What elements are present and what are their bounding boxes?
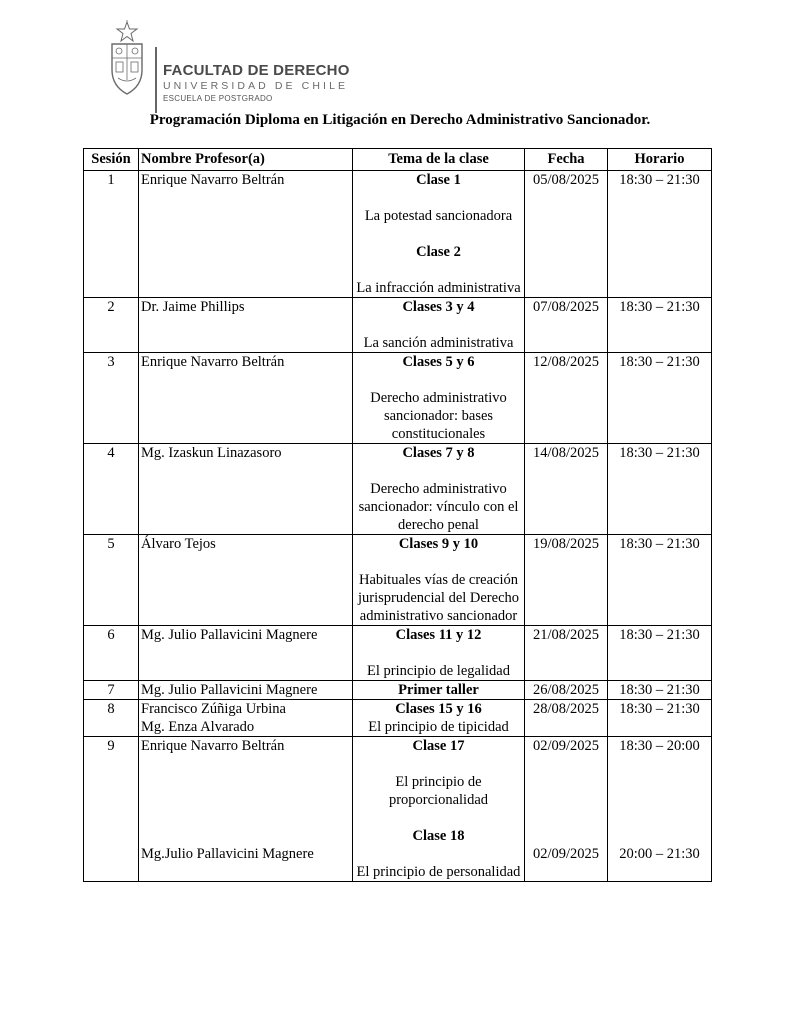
cell-sesion: 3 (84, 353, 139, 444)
logo-faculty-name: FACULTAD DE DERECHO (163, 62, 350, 79)
cell-sesion: 6 (84, 626, 139, 681)
cell-fecha: 26/08/2025 (525, 681, 608, 700)
cell-tema (353, 353, 525, 444)
horario-value: 18:30 – 20:00 (619, 738, 700, 754)
logo-school-name: ESCUELA DE POSTGRADO (163, 94, 273, 103)
clase-label: Clases 5 y 6 (402, 354, 475, 370)
schedule-table (83, 148, 712, 882)
fecha-value: 02/09/2025 (532, 738, 600, 754)
table-header-row (84, 149, 712, 171)
horario-value: 20:00 – 21:30 (619, 846, 700, 862)
clase-topic: La potestad sancionadora (364, 208, 513, 224)
cell-tema (353, 737, 525, 882)
university-seal-icon (108, 20, 146, 96)
logo-divider (155, 47, 157, 113)
header-horario: Horario (608, 149, 712, 171)
clase-label: Clases 7 y 8 (402, 445, 475, 461)
table-row (84, 298, 712, 353)
clase-topic: La infracción administrativa (356, 280, 521, 296)
cell-profesor: Enrique Navarro Beltrán (139, 171, 353, 298)
clase-topic: La sanción administrativa (363, 335, 514, 351)
faculty-logo (108, 20, 350, 103)
cell-profesor: Álvaro Tejos (139, 535, 353, 626)
clase-topic: El principio de tipicidad (368, 719, 509, 735)
cell-fecha: 21/08/2025 (525, 626, 608, 681)
clase-label: Clase 18 (412, 828, 465, 844)
cell-fecha: 12/08/2025 (525, 353, 608, 444)
cell-profesor: Dr. Jaime Phillips (139, 298, 353, 353)
cell-profesor (139, 700, 353, 737)
clase-topic: Habituales vías de creación jurisprudencial del Derecho administrativo sancionador (357, 572, 520, 624)
clase-label: Clases 3 y 4 (402, 299, 475, 315)
cell-sesion: 9 (84, 737, 139, 882)
cell-horario: 18:30 – 21:30 (608, 171, 712, 298)
clase-label: Clases 11 y 12 (395, 627, 482, 643)
cell-profesor: Mg. Izaskun Linazasoro (139, 444, 353, 535)
profesor-name: Mg. Enza Alvarado (141, 719, 255, 735)
cell-profesor (139, 737, 353, 882)
table-row (84, 626, 712, 681)
cell-tema (353, 681, 525, 700)
clase-topic: El principio de personalidad (356, 864, 521, 880)
profesor-name: Enrique Navarro Beltrán (141, 738, 285, 754)
clase-label: Clase 17 (412, 738, 465, 754)
cell-profesor: Enrique Navarro Beltrán (139, 353, 353, 444)
table-row (84, 681, 712, 700)
cell-sesion: 7 (84, 681, 139, 700)
table-row (84, 737, 712, 882)
profesor-name: Francisco Zúñiga Urbina (141, 701, 286, 717)
cell-sesion: 4 (84, 444, 139, 535)
clase-label: Clases 9 y 10 (398, 536, 479, 552)
cell-fecha: 19/08/2025 (525, 535, 608, 626)
cell-tema (353, 535, 525, 626)
cell-fecha: 07/08/2025 (525, 298, 608, 353)
clase-label: Clase 1 (416, 172, 461, 188)
clase-topic: Derecho administrativo sancionador: bases constitucionales (370, 390, 507, 442)
table-row (84, 444, 712, 535)
table-row (84, 535, 712, 626)
cell-horario: 18:30 – 21:30 (608, 444, 712, 535)
cell-horario: 18:30 – 21:30 (608, 700, 712, 737)
cell-horario: 18:30 – 21:30 (608, 535, 712, 626)
table-row (84, 700, 712, 737)
clase-topic: El principio de proporcionalidad (388, 774, 489, 808)
cell-horario: 18:30 – 21:30 (608, 681, 712, 700)
cell-horario: 18:30 – 21:30 (608, 353, 712, 444)
cell-fecha: 05/08/2025 (525, 171, 608, 298)
clase-topic: Derecho administrativo sancionador: vínculo con el derecho penal (358, 481, 519, 533)
table-row (84, 353, 712, 444)
cell-profesor: Mg. Julio Pallavicini Magnere (139, 626, 353, 681)
header-profesor: Nombre Profesor(a) (139, 149, 353, 171)
cell-fecha (525, 737, 608, 882)
cell-fecha: 14/08/2025 (525, 444, 608, 535)
cell-tema (353, 444, 525, 535)
profesor-name: Mg.Julio Pallavicini Magnere (141, 846, 314, 862)
cell-tema (353, 700, 525, 737)
cell-tema (353, 626, 525, 681)
clase-topic: El principio de legalidad (367, 663, 510, 679)
table-row (84, 171, 712, 298)
cell-tema (353, 171, 525, 298)
logo-text (163, 62, 350, 105)
header-fecha: Fecha (525, 149, 608, 171)
cell-sesion: 8 (84, 700, 139, 737)
clase-label: Clase 2 (416, 244, 461, 260)
cell-horario (608, 737, 712, 882)
document-title: Programación Diploma en Litigación en Derecho Administrativo Sancionador. (149, 112, 651, 128)
clase-label: Clases 15 y 16 (395, 701, 482, 717)
cell-horario: 18:30 – 21:30 (608, 298, 712, 353)
cell-sesion: 1 (84, 171, 139, 298)
header-tema: Tema de la clase (353, 149, 525, 171)
cell-sesion: 2 (84, 298, 139, 353)
cell-sesion: 5 (84, 535, 139, 626)
clase-label: Primer taller (398, 682, 479, 698)
header-sesion: Sesión (84, 149, 139, 171)
fecha-value: 02/09/2025 (532, 846, 600, 862)
logo-university-name: UNIVERSIDAD DE CHILE (163, 80, 349, 92)
cell-tema (353, 298, 525, 353)
cell-profesor: Mg. Julio Pallavicini Magnere (139, 681, 353, 700)
cell-horario: 18:30 – 21:30 (608, 626, 712, 681)
cell-fecha: 28/08/2025 (525, 700, 608, 737)
